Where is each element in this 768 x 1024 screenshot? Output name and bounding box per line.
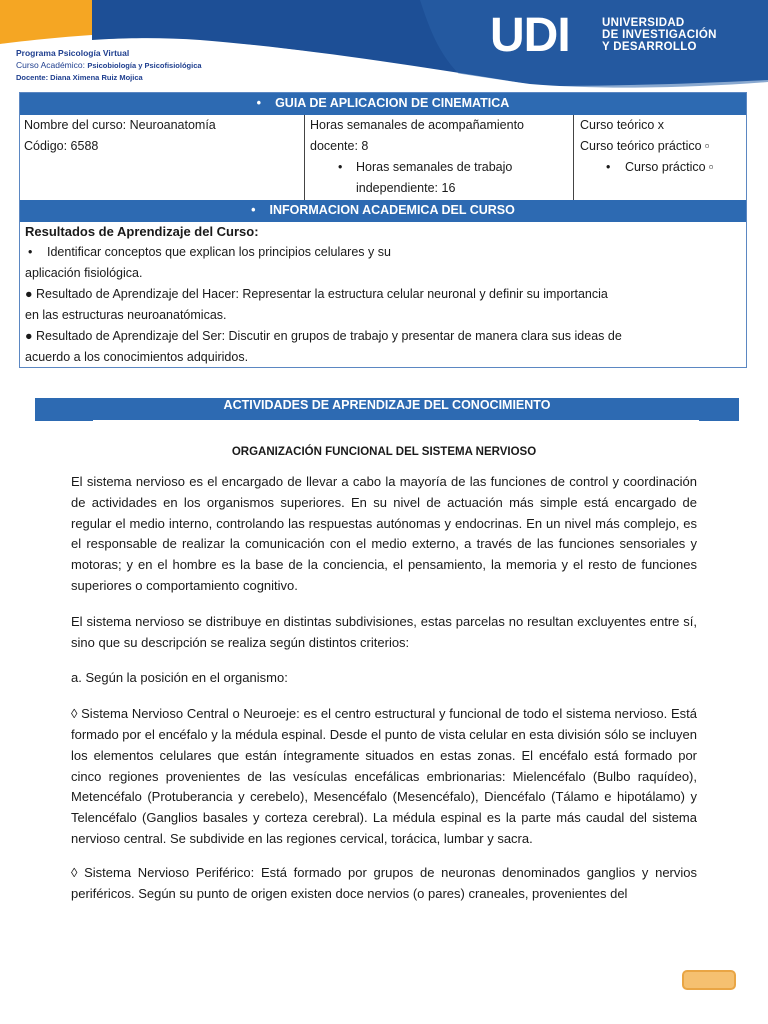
activities-section-bar [35, 398, 739, 421]
body-paragraph: ◊ Sistema Nervioso Periférico: Está formado por grupos de neuronas denominados ganglios y nervios periféricos. Según su punto de origen existen doce nervios (o pares) craneales, provenientes del [71, 864, 697, 901]
body-paragraph: El sistema nervioso es el encargado de llevar a cabo la mayoría de las funciones de control y coordinación de actividades en los organismos superiores. En su nivel de actuación más simple está encargado de regular el medio interno, controlando las respuestas autónomas y endocrinas. En un nivel más complejo, es el responsable de realizar la comunicación con el medio externo, a través de las funciones sensoriales y motoras; y en el hombre es la base de la conciencia, el pensamiento, la memoria y el resto de funciones superiores o comportamiento cognitivo. [71, 474, 697, 593]
bullet: • [28, 245, 33, 259]
bullet: • [338, 160, 343, 174]
outcomes-heading: Resultados de Aprendizaje del Curso: [25, 224, 259, 239]
outcome-text: Identificar conceptos que explican los principios celulares y su [47, 245, 391, 259]
bullet: • [606, 160, 611, 174]
outcome-item [25, 242, 737, 263]
university-line: UNIVERSIDAD [602, 17, 685, 29]
course-type-cell [580, 115, 740, 200]
guide-title-bar [20, 93, 746, 115]
body-paragraph: a. Según la posición en el organismo: [71, 670, 288, 686]
guide-title: GUIA DE APLICACION DE CINEMATICA [275, 96, 510, 110]
course-type-option [580, 157, 740, 178]
course-name-text: Nombre del curso: Neuroanatomía [24, 118, 216, 132]
independent-hours-cont [310, 178, 572, 199]
outcome-text: acuerdo a los conocimientos adquiridos. [25, 350, 249, 364]
logo-mark: UDI [490, 9, 570, 62]
course-type-option: Curso teórico práctico ▫ [580, 139, 710, 153]
outcome-text: en las estructuras neuroanatómicas. [25, 308, 227, 322]
course-code-text: Código: 6588 [24, 139, 99, 153]
course-name: Psicobiología y Psicofisiológica [87, 61, 202, 70]
document-title: ORGANIZACIÓN FUNCIONAL DEL SISTEMA NERVIOSO [231, 446, 537, 458]
activities-title: ACTIVIDADES DE APRENDIZAJE DEL CONOCIMIENTO [223, 398, 551, 412]
outcome-text: aplicación fisiológica. [25, 266, 143, 280]
independent-hours [310, 157, 572, 178]
course-name-cell [24, 115, 304, 200]
academic-info-title: INFORMACION ACADEMICA DEL CURSO [269, 203, 515, 217]
course-line [16, 59, 202, 72]
learning-outcomes [25, 221, 737, 368]
course-label: Curso Académico: [16, 60, 85, 70]
outcome-text: ● Resultado de Aprendizaje del Hacer: Representar la estructura celular neuronal y definir su importancia [25, 287, 608, 301]
column-divider [304, 115, 305, 200]
document-body [71, 472, 697, 919]
body-paragraph: El sistema nervioso se distribuye en distintas subdivisiones, estas parcelas no resultan excluyentes entre sí, sino que su descripción se realiza según distintos criterios: [71, 613, 697, 650]
university-name [602, 17, 717, 53]
independent-hours-text: independiente: 16 [356, 181, 456, 195]
outcome-text: ● Resultado de Aprendizaje del Ser: Discutir en grupos de trabajo y presentar de manera clara sus ideas de [25, 329, 622, 343]
hours-line: docente: 8 [310, 139, 369, 153]
course-info-table [19, 92, 747, 368]
university-line: DE INVESTIGACIÓN [602, 29, 717, 41]
program-info [16, 47, 202, 84]
course-type-text: Curso práctico ▫ [625, 160, 714, 174]
program-name: Programa Psicología Virtual [16, 48, 130, 58]
course-details-row [20, 115, 746, 200]
academic-info-bar [20, 200, 746, 222]
bullet: • [256, 96, 262, 110]
page-number-tab [682, 970, 736, 990]
hours-line: Horas semanales de acompañamiento [310, 118, 525, 132]
hours-cell [310, 115, 572, 200]
university-line: Y DESARROLLO [602, 41, 697, 53]
bullet: • [251, 203, 256, 217]
course-type-option: Curso teórico x [580, 118, 665, 132]
column-divider [573, 115, 574, 200]
independent-hours-text: Horas semanales de trabajo [356, 160, 513, 174]
university-logo [490, 9, 740, 62]
document-header [0, 0, 768, 92]
body-paragraph: ◊ Sistema Nervioso Central o Neuroeje: es el centro estructural y funcional de todo el sistema nervioso. Está formado por el encéfalo y la médula espinal. Desde el punto de vista celular en esta división sólo se incluyen los elementos celulares que están íntegramente situados en estas zonas. El encéfalo está formado por cinco regiones provenientes de las vesículas encefálicas embrionarias: Mielencéfalo (Bulbo raquídeo), Metencéfalo (Protuberancia y cerebelo), Mesencéfalo (Mesencéfalo), Diencéfalo (Tálamo e hipotálamo) y Telencéfalo (Ganglios basales y corteza cerebral). La médula espinal es la parte más caudal del sistema nervioso central. Se subdivide en las regiones cervical, torácica, lumbar y sacra. [71, 706, 697, 846]
section-underline [93, 420, 699, 421]
teacher-name: Docente: Diana Ximena Ruiz Mojica [16, 73, 143, 82]
